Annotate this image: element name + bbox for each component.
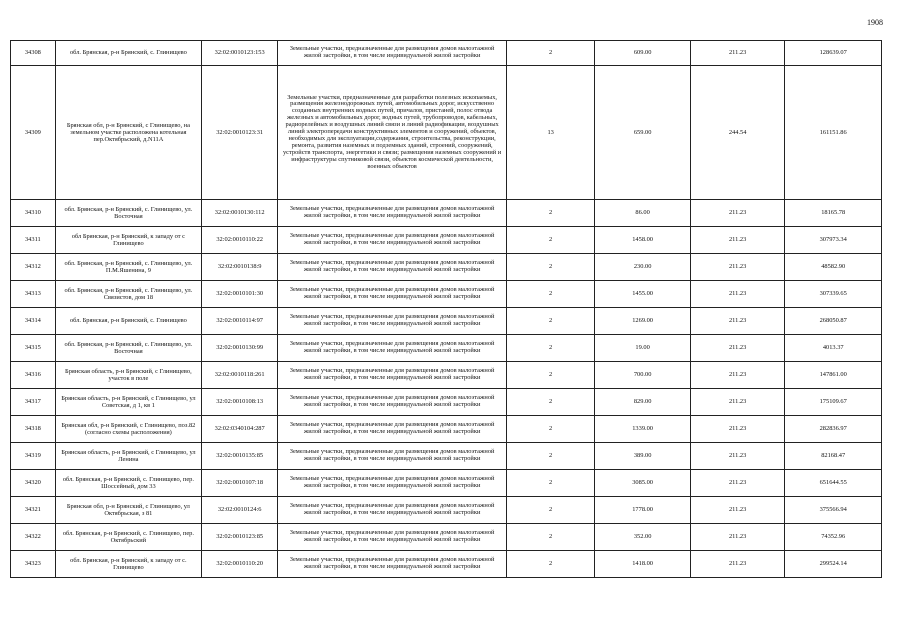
- land-use-cell: Земельные участки, предназначенные для размещения домов малоэтажной жилой застройки, в том числе индивидуальной жилой застройки: [278, 551, 507, 578]
- row-number: 34321: [11, 497, 56, 524]
- group-cell: 2: [506, 443, 594, 470]
- row-number: 34309: [11, 66, 56, 200]
- table-row: [11, 389, 882, 416]
- rate-cell: 211.23: [690, 362, 785, 389]
- address-cell: Брянская область, р-н Брянский, с Глинищево, участок в поле: [55, 362, 201, 389]
- group-cell: 13: [506, 66, 594, 200]
- cadastral-number-cell: 32:02:0010118:261: [202, 362, 278, 389]
- group-cell: 2: [506, 227, 594, 254]
- cadastral-value-cell: 74352.96: [785, 524, 882, 551]
- group-cell: 2: [506, 200, 594, 227]
- cadastral-value-cell: 82168.47: [785, 443, 882, 470]
- land-use-cell: Земельные участки, предназначенные для размещения домов малоэтажной жилой застройки, в том числе индивидуальной жилой застройки: [278, 308, 507, 335]
- rate-cell: 244.54: [690, 66, 785, 200]
- table-row: [11, 470, 882, 497]
- row-number: 34316: [11, 362, 56, 389]
- cadastral-number-cell: 32:02:0340104:287: [202, 416, 278, 443]
- land-use-cell: Земельные участки, предназначенные для разработки полезных ископаемых, размещения железнодорожных путей, автомобильных дорог, искусственно созданных внутренних водных путей, причалов, пристаней, полос отвода железных и автомобильных дорог, водных путей, трубопроводов, кабельных, радиорелейных и воздушных линий связи и линий радиофикации, воздушных линий электропередачи конструктивных элементов и сооружений, объектов, необходимых для эксплуатации,содержания, строительства, реконструкции, ремонта, развития наземных и подземных зданий, строений, сооружений, устройств транспорта, энергетики и связи; размещения наземных сооружений и инфраструктуры спутниковой связи, объектов космической деятельности, военных объектов: [278, 66, 507, 200]
- cadastral-value-cell: 175109.67: [785, 389, 882, 416]
- area-cell: 1339.00: [595, 416, 691, 443]
- cadastral-number-cell: 32:02:0010108:13: [202, 389, 278, 416]
- table-row: [11, 281, 882, 308]
- cadastral-number-cell: 32:02:0010130:99: [202, 335, 278, 362]
- row-number: 34323: [11, 551, 56, 578]
- address-cell: обл. Брянская, р-н Брянский, с. Глинищево: [55, 308, 201, 335]
- group-cell: 2: [506, 335, 594, 362]
- cadastral-number-cell: 32:02:0010124:6: [202, 497, 278, 524]
- rate-cell: 211.23: [690, 497, 785, 524]
- cadastral-value-cell: 48582.90: [785, 254, 882, 281]
- area-cell: 230.00: [595, 254, 691, 281]
- area-cell: 609.00: [595, 41, 691, 66]
- table-row: [11, 41, 882, 66]
- land-use-cell: Земельные участки, предназначенные для размещения домов малоэтажной жилой застройки, в том числе индивидуальной жилой застройки: [278, 443, 507, 470]
- address-cell: обл. Брянская, р-н Брянский, с. Глинищево: [55, 41, 201, 66]
- area-cell: 19.00: [595, 335, 691, 362]
- table-row: [11, 524, 882, 551]
- row-number: 34320: [11, 470, 56, 497]
- land-use-cell: Земельные участки, предназначенные для размещения домов малоэтажной жилой застройки, в том числе индивидуальной жилой застройки: [278, 200, 507, 227]
- address-cell: обл. Брянская, р-н Брянский, с. Глинищево, ул. Восточная: [55, 200, 201, 227]
- table-row: [11, 200, 882, 227]
- cadastral-value-cell: 4013.37: [785, 335, 882, 362]
- cadastral-number-cell: 32:02:0010110:22: [202, 227, 278, 254]
- table-row: [11, 335, 882, 362]
- group-cell: 2: [506, 416, 594, 443]
- land-use-cell: Земельные участки, предназначенные для размещения домов малоэтажной жилой застройки, в том числе индивидуальной жилой застройки: [278, 362, 507, 389]
- area-cell: 389.00: [595, 443, 691, 470]
- cadastral-number-cell: 32:02:0010135:85: [202, 443, 278, 470]
- table-row: [11, 227, 882, 254]
- land-use-cell: Земельные участки, предназначенные для размещения домов малоэтажной жилой застройки, в том числе индивидуальной жилой застройки: [278, 281, 507, 308]
- land-use-cell: Земельные участки, предназначенные для размещения домов малоэтажной жилой застройки, в том числе индивидуальной жилой застройки: [278, 470, 507, 497]
- address-cell: Брянская обл, р-н Брянский, с Глинищево, на земельном участке расположена котельная пер.Октябрьский, д.N11А: [55, 66, 201, 200]
- cadastral-number-cell: 32:02:0010123:153: [202, 41, 278, 66]
- address-cell: Брянская обл, р-н Брянский, с Глинищево, поз.82 (согласно схемы расположения): [55, 416, 201, 443]
- row-number: 34314: [11, 308, 56, 335]
- group-cell: 2: [506, 389, 594, 416]
- group-cell: 2: [506, 41, 594, 66]
- cadastral-number-cell: 32:02:0010123:31: [202, 66, 278, 200]
- row-number: 34308: [11, 41, 56, 66]
- land-use-cell: Земельные участки, предназначенные для размещения домов малоэтажной жилой застройки, в том числе индивидуальной жилой застройки: [278, 389, 507, 416]
- rate-cell: 211.23: [690, 443, 785, 470]
- land-use-cell: Земельные участки, предназначенные для размещения домов малоэтажной жилой застройки, в том числе индивидуальной жилой застройки: [278, 524, 507, 551]
- rate-cell: 211.23: [690, 389, 785, 416]
- table-row: [11, 362, 882, 389]
- cadastral-number-cell: 32:02:0010107:18: [202, 470, 278, 497]
- land-use-cell: Земельные участки, предназначенные для размещения домов малоэтажной жилой застройки, в том числе индивидуальной жилой застройки: [278, 416, 507, 443]
- address-cell: обл. Брянская, р-н Брянский, с. Глинищево, пер. Октябрьский: [55, 524, 201, 551]
- row-number: 34312: [11, 254, 56, 281]
- page-number: 1908: [867, 18, 883, 27]
- cadastral-value-cell: 299524.14: [785, 551, 882, 578]
- table-row: [11, 443, 882, 470]
- group-cell: 2: [506, 470, 594, 497]
- group-cell: 2: [506, 362, 594, 389]
- land-use-cell: Земельные участки, предназначенные для размещения домов малоэтажной жилой застройки, в том числе индивидуальной жилой застройки: [278, 41, 507, 66]
- cadastral-value-cell: 161151.86: [785, 66, 882, 200]
- rate-cell: 211.23: [690, 254, 785, 281]
- row-number: 34311: [11, 227, 56, 254]
- address-cell: Брянская область, р-н Брянский, с Глинищево, ул Советская, д 1, кв 1: [55, 389, 201, 416]
- area-cell: 86.00: [595, 200, 691, 227]
- table-row: [11, 254, 882, 281]
- cadastral-value-cell: 651644.55: [785, 470, 882, 497]
- area-cell: 3085.00: [595, 470, 691, 497]
- cadastral-value-cell: 18165.78: [785, 200, 882, 227]
- row-number: 34319: [11, 443, 56, 470]
- cadastral-value-cell: 147861.00: [785, 362, 882, 389]
- group-cell: 2: [506, 308, 594, 335]
- table-row: [11, 416, 882, 443]
- row-number: 34310: [11, 200, 56, 227]
- rate-cell: 211.23: [690, 227, 785, 254]
- group-cell: 2: [506, 254, 594, 281]
- area-cell: 1778.00: [595, 497, 691, 524]
- cadastral-number-cell: 32:02:0010114:97: [202, 308, 278, 335]
- area-cell: 1269.00: [595, 308, 691, 335]
- rate-cell: 211.23: [690, 281, 785, 308]
- row-number: 34322: [11, 524, 56, 551]
- cadastral-number-cell: 32:02:0010110:20: [202, 551, 278, 578]
- address-cell: обл. Брянская, р-н Брянский, с. Глинищево, ул. П.М.Яшенина, 9: [55, 254, 201, 281]
- address-cell: обл. Брянская, р-н Брянский, с. Глинищево, ул. Связистов, дом 18: [55, 281, 201, 308]
- area-cell: 700.00: [595, 362, 691, 389]
- area-cell: 1418.00: [595, 551, 691, 578]
- rate-cell: 211.23: [690, 200, 785, 227]
- address-cell: обл. Брянская, р-н Брянский, с. Глинищево, ул. Восточная: [55, 335, 201, 362]
- row-number: 34317: [11, 389, 56, 416]
- rate-cell: 211.23: [690, 41, 785, 66]
- cadastral-value-cell: 307973.34: [785, 227, 882, 254]
- area-cell: 352.00: [595, 524, 691, 551]
- table-row: [11, 497, 882, 524]
- cadastral-number-cell: 32:02:0010130:112: [202, 200, 278, 227]
- land-use-cell: Земельные участки, предназначенные для размещения домов малоэтажной жилой застройки, в том числе индивидуальной жилой застройки: [278, 497, 507, 524]
- address-cell: обл. Брянская, р-н Брянский, с. Глинищево, пер. Шоссейный, дом 33: [55, 470, 201, 497]
- area-cell: 1458.00: [595, 227, 691, 254]
- area-cell: 1455.00: [595, 281, 691, 308]
- address-cell: Брянская область, р-н Брянский, с Глинищево, ул Ленина: [55, 443, 201, 470]
- table-row: [11, 308, 882, 335]
- rate-cell: 211.23: [690, 416, 785, 443]
- cadastral-value-cell: 307339.65: [785, 281, 882, 308]
- group-cell: 2: [506, 497, 594, 524]
- address-cell: обл Брянская, р-н Брянский, к западу от с Глинищево: [55, 227, 201, 254]
- cadastral-value-cell: 282836.97: [785, 416, 882, 443]
- land-use-cell: Земельные участки, предназначенные для размещения домов малоэтажной жилой застройки, в том числе индивидуальной жилой застройки: [278, 335, 507, 362]
- row-number: 34313: [11, 281, 56, 308]
- cadastral-value-cell: 375566.94: [785, 497, 882, 524]
- rate-cell: 211.23: [690, 335, 785, 362]
- cadastral-number-cell: 32:02:0010123:85: [202, 524, 278, 551]
- area-cell: 829.00: [595, 389, 691, 416]
- group-cell: 2: [506, 524, 594, 551]
- row-number: 34318: [11, 416, 56, 443]
- rate-cell: 211.23: [690, 470, 785, 497]
- area-cell: 659.00: [595, 66, 691, 200]
- address-cell: Брянская обл, р-н Брянский, с Глинищево, ул Октябрьская, з 81: [55, 497, 201, 524]
- table-row: [11, 66, 882, 200]
- group-cell: 2: [506, 551, 594, 578]
- cadastral-value-cell: 128639.07: [785, 41, 882, 66]
- row-number: 34315: [11, 335, 56, 362]
- rate-cell: 211.23: [690, 551, 785, 578]
- land-use-cell: Земельные участки, предназначенные для размещения домов малоэтажной жилой застройки, в том числе индивидуальной жилой застройки: [278, 254, 507, 281]
- land-registry-table: [10, 40, 882, 578]
- cadastral-number-cell: 32:02:0010138:9: [202, 254, 278, 281]
- rate-cell: 211.23: [690, 524, 785, 551]
- group-cell: 2: [506, 281, 594, 308]
- address-cell: обл. Брянская, р-н Брянский, к западу от с. Глинищево: [55, 551, 201, 578]
- table-row: [11, 551, 882, 578]
- cadastral-number-cell: 32:02:0010101:30: [202, 281, 278, 308]
- rate-cell: 211.23: [690, 308, 785, 335]
- cadastral-value-cell: 268050.87: [785, 308, 882, 335]
- table-body: [11, 41, 882, 578]
- land-use-cell: Земельные участки, предназначенные для размещения домов малоэтажной жилой застройки, в том числе индивидуальной жилой застройки: [278, 227, 507, 254]
